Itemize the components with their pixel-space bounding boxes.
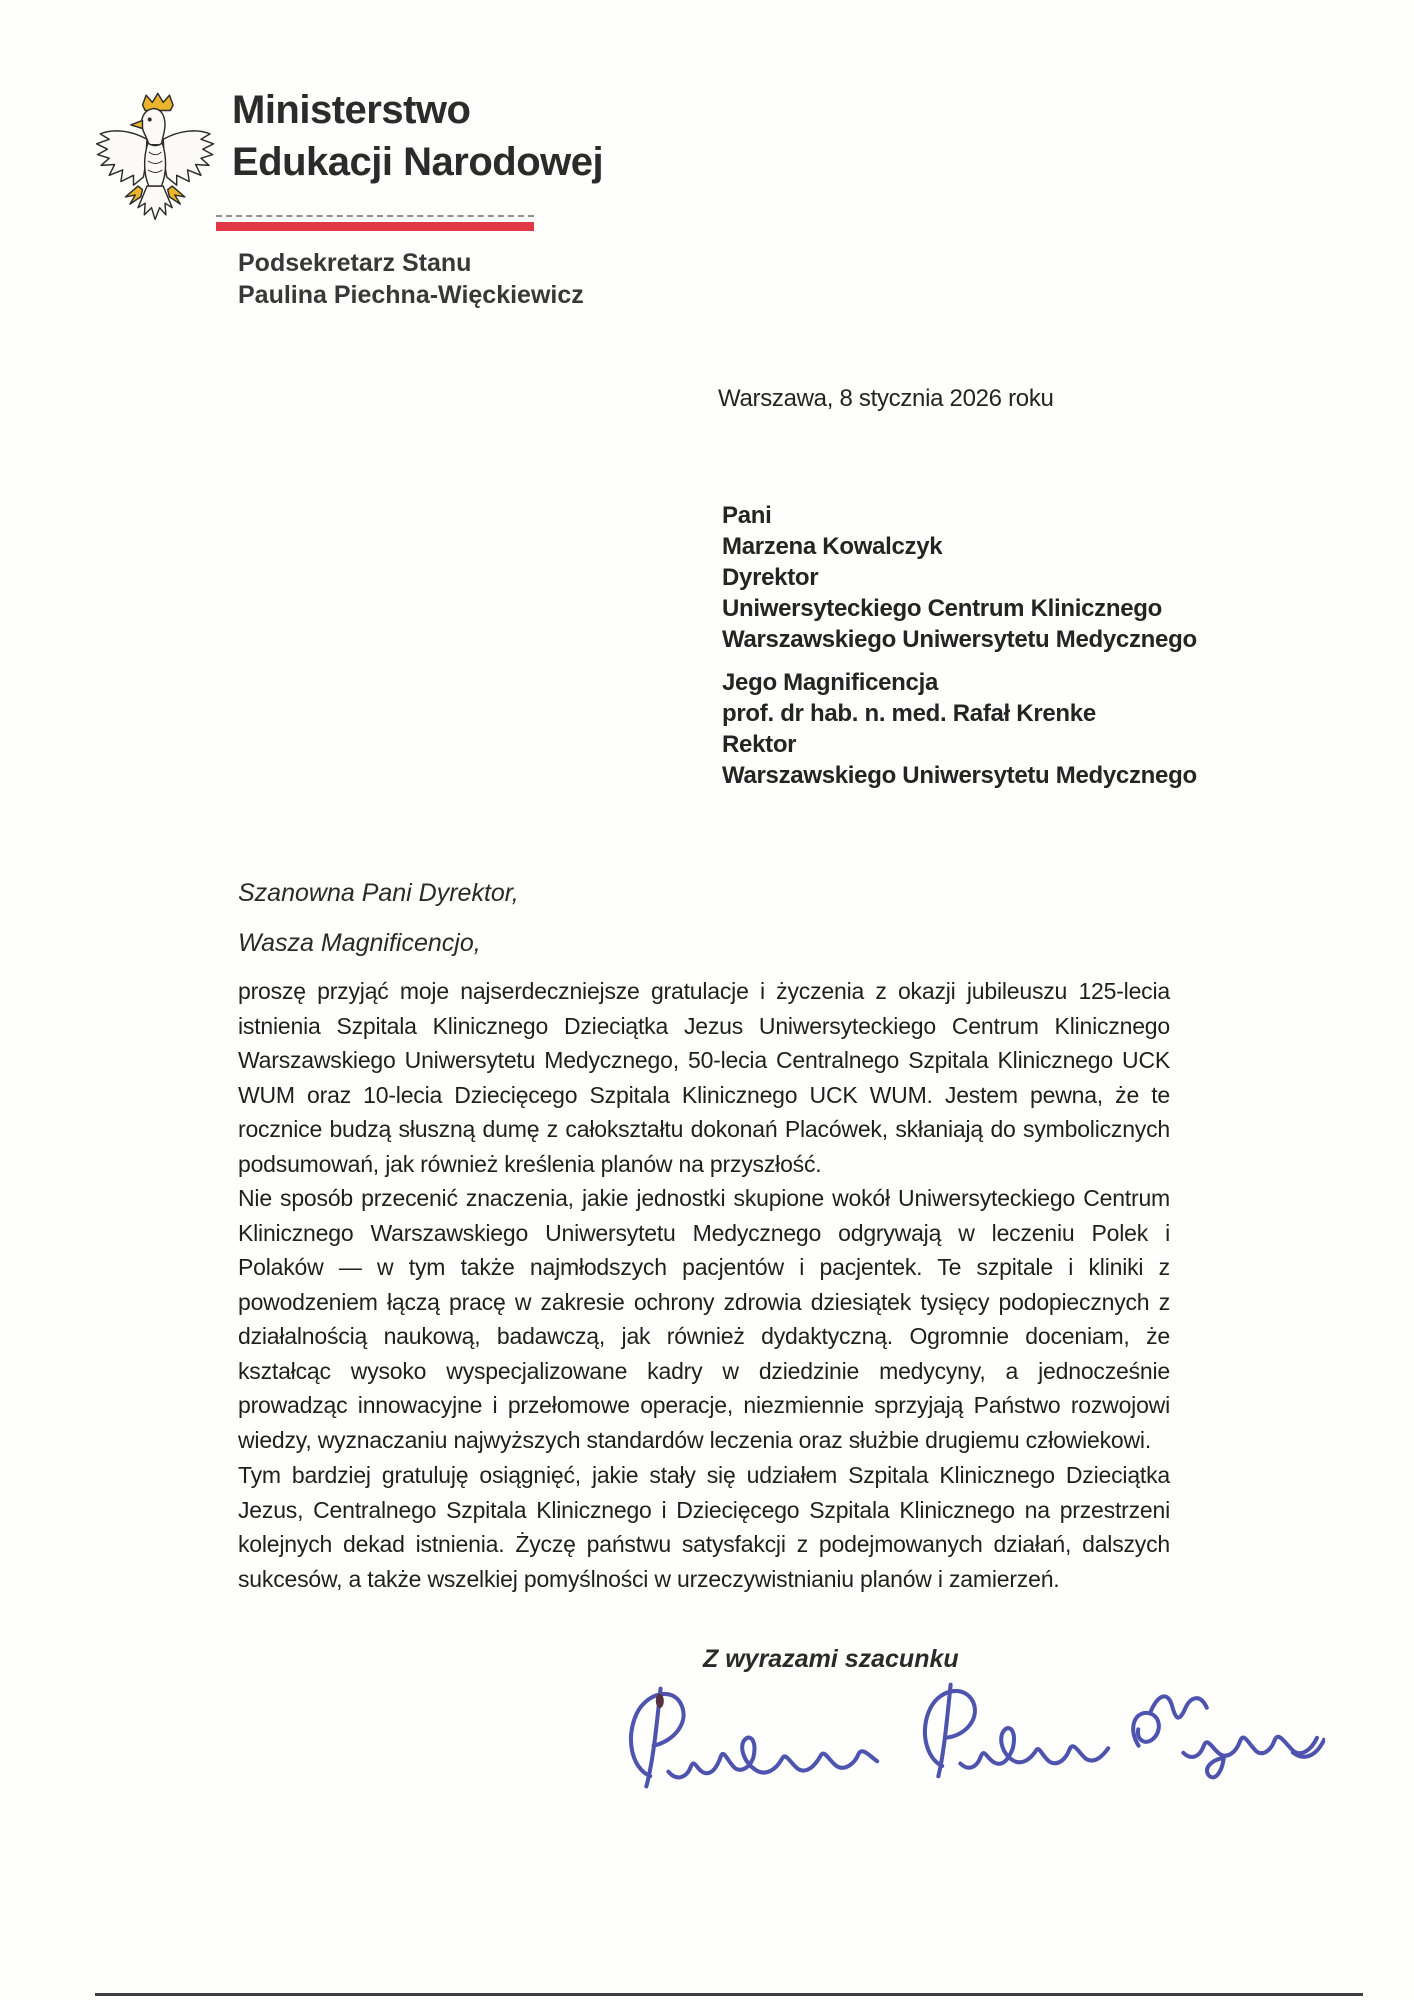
salutation-line2: Wasza Magnificencjo,	[238, 929, 481, 957]
eagle-crown-icon	[143, 93, 174, 110]
flag-white-stripe	[216, 215, 534, 222]
recipient-block-director	[722, 500, 1197, 655]
body-paragraph-2: Nie sposób przecenić znaczenia, jakie jednostki skupione wokół Uniwersyteckiego Centrum Klinicznego Warszawskiego Uniwersytetu Medycznego odgrywają w leczeniu Polek i Polaków — w tym także najmłodszych pacjentów i pacjentek. Te szpitale i kliniki z powodzeniem łączą pracę w zakresie ochrony zdrowia dziesiątek tysięcy podopiecznych z działalnością naukową, badawczą, jak również dydaktyczną. Ogromnie doceniam, że kształcąc wysoko wyspecjalizowane kadry w dziedzinie medycyny, a jednocześnie prowadząc innowacyjne i przełomowe operacje, niezmiennie sprzyjają Państwo rozwojowi wiedzy, wyznaczaniu najwyższych standardów leczenia oraz służbie drugiemu człowiekowi.	[238, 1185, 1170, 1453]
sender-block	[238, 247, 584, 311]
recipient-block-rector	[722, 667, 1197, 791]
recipient-university: Warszawskiego Uniwersytetu Medycznego	[722, 762, 1197, 789]
date-line: Warszawa, 8 stycznia 2026 roku	[718, 385, 1054, 412]
ministry-name-line1: Ministerstwo	[232, 88, 471, 132]
ministry-name-line2: Edukacji Narodowej	[232, 140, 604, 184]
body-paragraph-3: Tym bardziej gratuluję osiągnięć, jakie stały się udziałem Szpitala Klinicznego Dzieciątka Jezus, Centralnego Szpitala Klinicznego i Dziecięcego Szpitala Klinicznego na przestrzeni kolejnych dekad istnienia. Życzę państwu satysfakcji z podejmowanych działań, dalszych sukcesów, a także wszelkiej pomyślności w urzeczywistnianiu planów i zamierzeń.	[238, 1462, 1170, 1592]
sender-title: Podsekretarz Stanu	[238, 249, 472, 277]
recipient-honorific: Jego Magnificencja	[722, 669, 938, 696]
salutation-line1: Szanowna Pani Dyrektor,	[238, 879, 519, 907]
flag-divider	[216, 215, 534, 231]
body-paragraph-1: proszę przyjąć moje najserdeczniejsze gratulacje i życzenia z okazji jubileuszu 125-lecia istnienia Szpitala Klinicznego Dzieciątka Jezus Uniwersyteckiego Centrum Klinicznego Warszawskiego Uniwersytetu Medycznego, 50-lecia Centralnego Szpitala Klinicznego UCK WUM oraz 10-lecia Dziecięcego Szpitala Klinicznego UCK WUM. Jestem pewna, że te rocznice budzą słuszną dumę z całokształtu dokonań Placówek, skłaniają do symbolicznych podsumowań, jak również kreślenia planów na przyszłość.	[238, 978, 1170, 1177]
sender-name: Paulina Piechna-Więckiewicz	[238, 281, 584, 309]
recipient-name: Marzena Kowalczyk	[722, 533, 943, 560]
scan-edge-line	[95, 1993, 1363, 1996]
recipient-role: Dyrektor	[722, 564, 819, 591]
polish-eagle-emblem	[93, 90, 219, 230]
recipient-institution: Uniwersyteckiego Centrum Klinicznego	[722, 595, 1162, 622]
closing-phrase: Z wyrazami szacunku	[703, 1645, 959, 1673]
ministry-name	[232, 84, 603, 188]
recipient-university: Warszawskiego Uniwersytetu Medycznego	[722, 626, 1197, 653]
recipient-role: Rektor	[722, 731, 797, 758]
flag-red-stripe	[216, 222, 534, 231]
salutation-block	[238, 868, 519, 968]
signature-handwriting	[614, 1661, 1327, 1816]
recipient-name: prof. dr hab. n. med. Rafał Krenke	[722, 700, 1096, 727]
recipient-salutation: Pani	[722, 502, 772, 529]
